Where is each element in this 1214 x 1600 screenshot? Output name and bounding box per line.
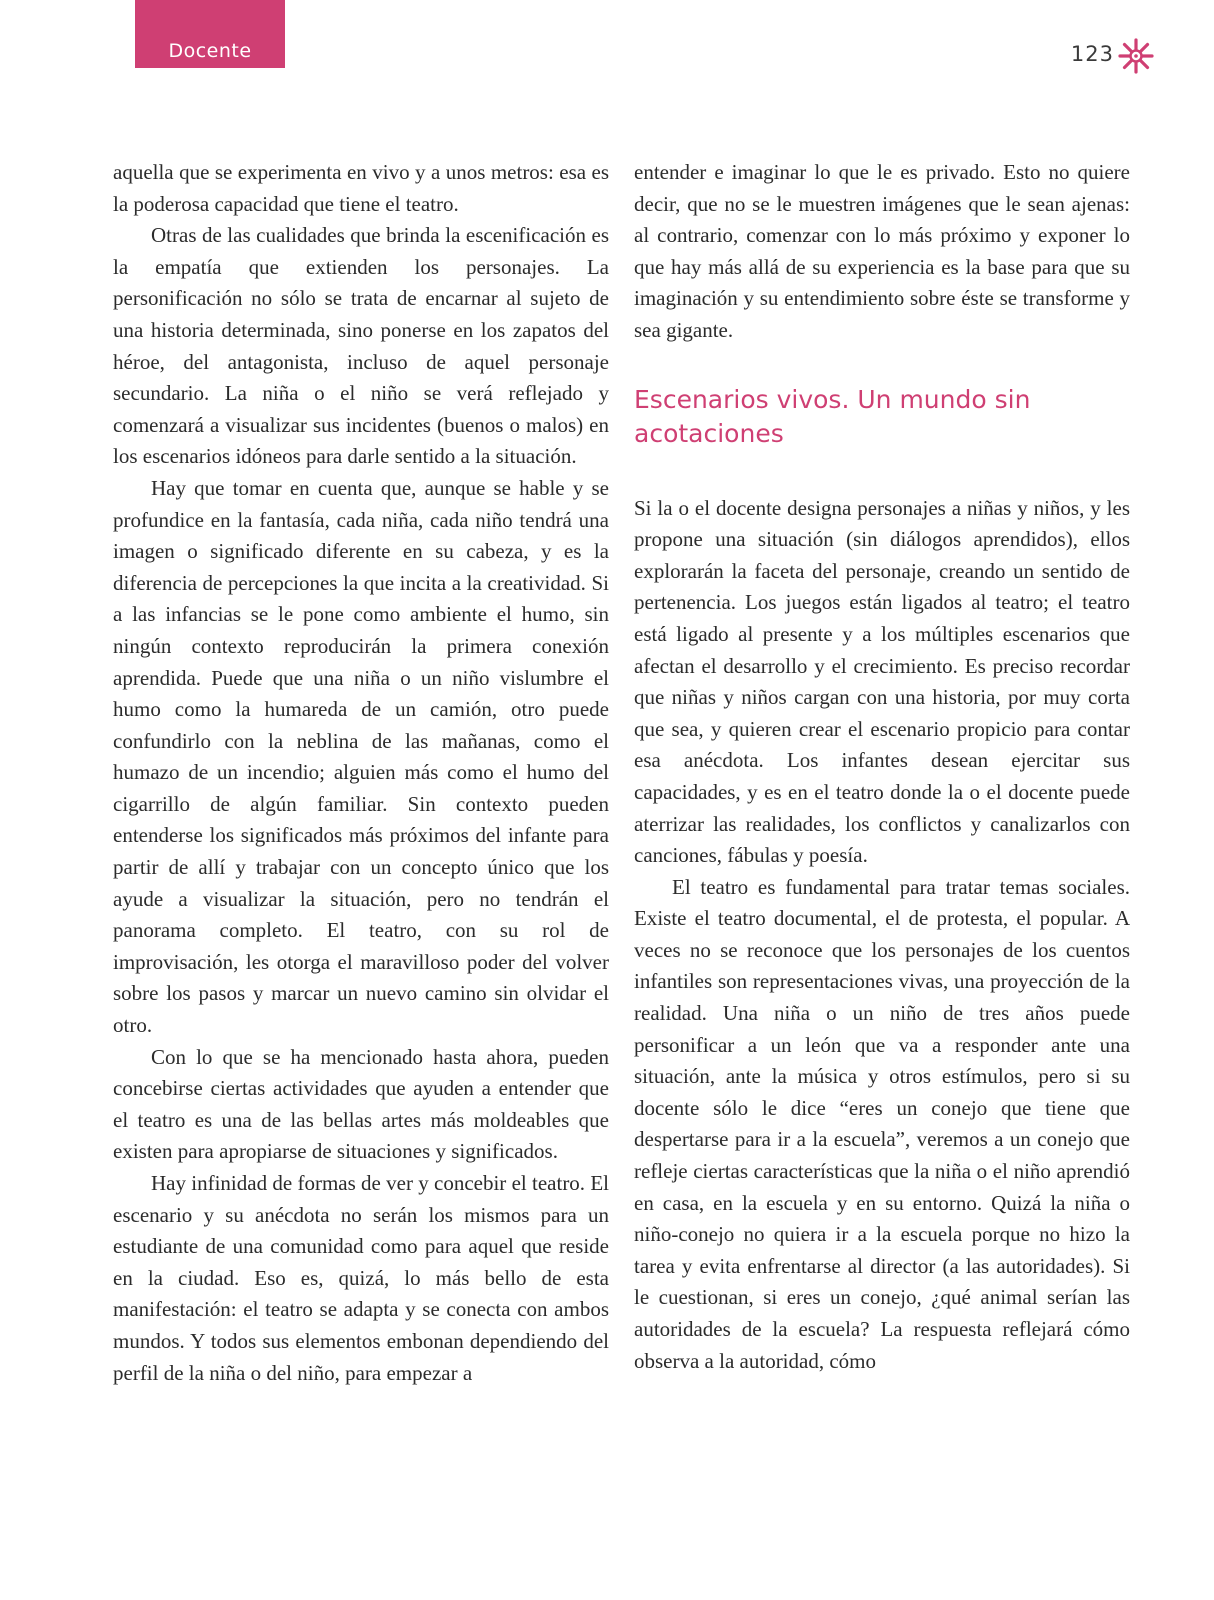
page-number: 123 <box>1070 42 1114 66</box>
body-paragraph: Con lo que se ha mencionado hasta ahora, pueden concebirse ciertas actividades que ayuden a entender que el teatro es una de las bellas artes más moldeables que existen para apropiarse de situaciones y significados. <box>113 1044 609 1164</box>
section-title-line: acotaciones <box>634 418 784 448</box>
right-column <box>634 157 1130 1377</box>
section-title-line: Escenarios vivos. Un mundo sin <box>634 384 1031 414</box>
body-paragraph: Otras de las cualidades que brinda la escenificación es la empatía que extienden los personajes. La personificación no sólo se trata de encarnar al sujeto de una historia determinada, sino ponerse en los zapatos del héroe, del antagonista, incluso de aquel personaje secundario. La niña o el niño se verá reflejado y comenzará a visualizar sus incidentes (buenos o malos) en los escenarios idóneos para darle sentido a la situación. <box>113 223 609 469</box>
body-paragraph: aquella que se experimenta en vivo y a unos metros: esa es la poderosa capacidad que tiene el teatro. <box>113 160 609 216</box>
body-paragraph: Hay infinidad de formas de ver y concebir el teatro. El escenario y su anécdota no serán los mismos para un estudiante de una comunidad como para aquel que reside en la ciudad. Eso es, quizá, lo más bello de esta manifestación: el teatro se adapta y se conecta con ambos mundos. Y todos sus elementos embonan dependiendo del perfil de la niña o del niño, para empezar a <box>113 1171 609 1385</box>
flower-asterisk-icon <box>1118 38 1154 74</box>
body-paragraph: Hay que tomar en cuenta que, aunque se hable y se profundice en la fantasía, cada niña, cada niño tendrá una imagen o significado diferente en su cabeza, y es la diferencia de percepciones la que incita a la creatividad. Si a las infancias se le pone como ambiente el humo, sin ningún contexto reproducirán la primera conexión aprendida. Puede que una niña o un niño vislumbre el humo como la humareda de un camión, otro puede confundirlo con la neblina de las mañanas, como el humazo de un incendio; alguien más como el humo del cigarrillo de algún familiar. Sin contexto pueden entenderse los significados más próximos del infante para partir de allí y trabajar con un concepto único que los ayude a visualizar la situación, pero no tendrán el panorama completo. El teatro, con su rol de improvisación, les otorga el maravilloso poder del volver sobre los pasos y marcar un nuevo camino sin olvidar el otro. <box>113 475 609 1038</box>
left-column <box>113 157 609 1389</box>
section-title <box>634 383 1130 451</box>
body-paragraph: entender e imaginar lo que le es privado. Esto no quiere decir, que no se le muestren imágenes que le sean ajenas: al contrario, comenzar con lo más próximo y exponer lo que hay más allá de su experiencia es la base para que su imaginación y su entendimiento sobre éste se transforme y sea gigante. <box>634 160 1130 342</box>
body-paragraph: Si la o el docente designa personajes a niñas y niños, y les propone una situación (sin diálogos aprendidos), ellos explorarán la faceta del personaje, creando un sentido de pertenencia. Los juegos están ligados al teatro; el teatro está ligado al presente y a los múltiples escenarios que afectan el desarrollo y el crecimiento. Es preciso recordar que niñas y niños cargan con una historia, por muy corta que sea, y quieren crear el escenario propicio para contar esa anécdota. Los infantes desean ejercitar sus capacidades, y es en el teatro donde la o el docente puede aterrizar las realidades, los conflictos y canalizarlos con canciones, fábulas y poesía. <box>634 495 1130 868</box>
body-paragraph: El teatro es fundamental para tratar temas sociales. Existe el teatro documental, el de protesta, el popular. A veces no se reconoce que los personajes de los cuentos infantiles son representaciones vivas, una proyección de la realidad. Una niña o un niño de tres años puede personificar a un león que va a responder ante una situación, ante la música y otros estímulos, pero si su docente sólo le dice “eres un conejo que tiene que despertarse para ir a la escuela”, veremos a un conejo que refleje ciertas características que la niña o el niño aprendió en casa, en la escuela y en su entorno. Quizá la niña o niño-conejo no quiera ir a la escuela porque no hizo la tarea y evita enfrentarse al director (a las autoridades). Si le cuestionan, si eres un conejo, ¿qué animal serían las autoridades de la escuela? La respuesta reflejará cómo observa a la autoridad, cómo <box>634 874 1130 1373</box>
section-tab-label: Docente <box>168 40 252 62</box>
section-tab <box>135 0 285 68</box>
